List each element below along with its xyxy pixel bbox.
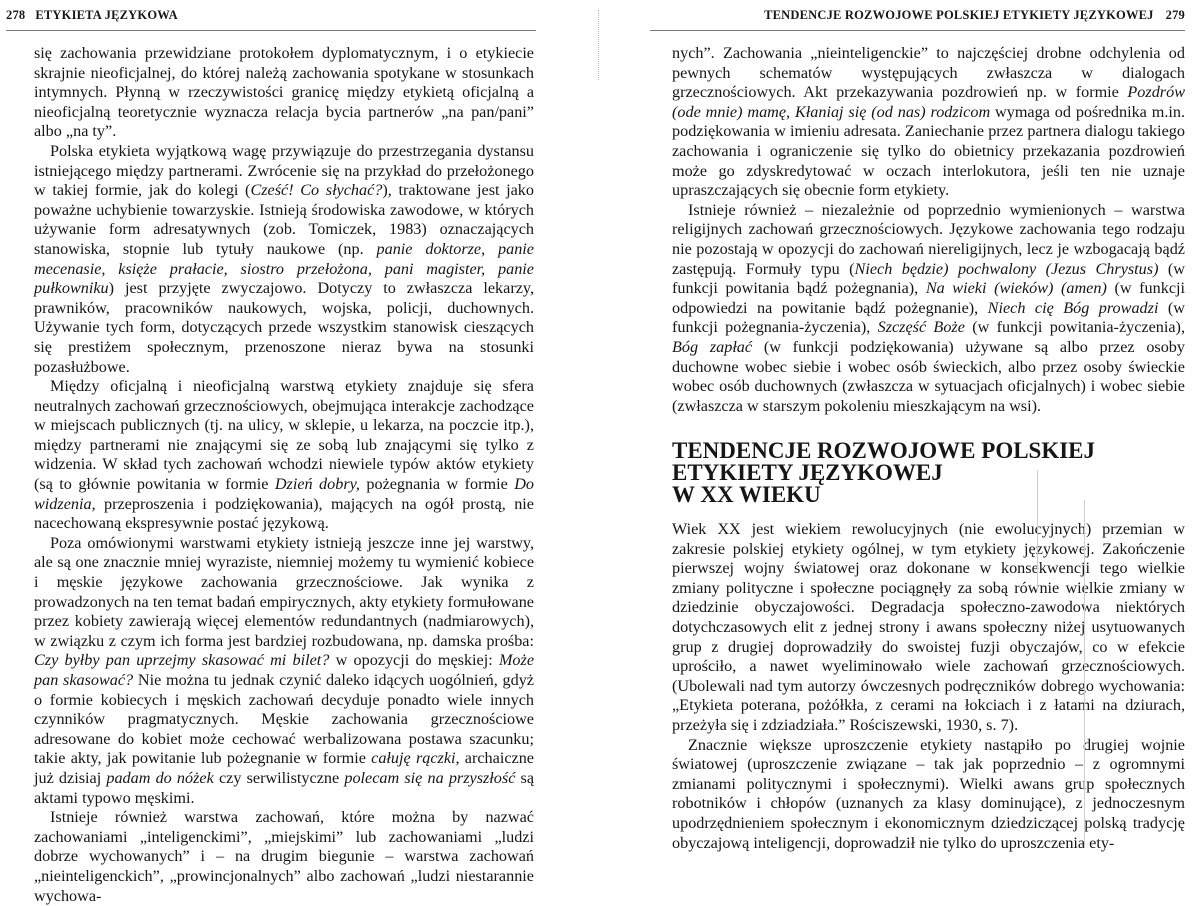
paragraph (34, 142, 534, 377)
text-run: są aktami typowo męskimi. (34, 768, 535, 807)
header-rule (650, 30, 1185, 31)
text-run: Istnieje również warstwa zachowań, które można by nazwać zachowaniami „inteligenckimi”, „miejskimi” lub zachowaniami „ludzi dobrze wychowanych” i – na drugim biegunie – warstwa zachowań „nieinteligenckich”, „prowincjonalnych” albo zachowań „ludzi niestarannie wychowa- (34, 808, 534, 905)
italic-phrase: całuję rączki (371, 749, 456, 768)
paragraph (672, 44, 1185, 201)
paragraph (34, 377, 534, 534)
page-gutter (598, 10, 599, 80)
text-run: Między oficjalną i nieoficjalną warstwą etykiety znajduje się sfera neutralnych zachowań grzecznościowych, obejmująca interakcje zachodzące w miejscach publicznych (tj. na ulicy, w sklepie, u lekarza, na poczcie itp.), między partnerami nie znającymi się ze sobą lub znającymi się tylko z widzenia. W skład tych zachowań wchodzi niewiele typów aktów etykiety (są to głównie powitania w formie (34, 377, 534, 494)
section-heading-line: W XX WIEKU (672, 482, 821, 507)
text-run: wymaga od pośrednika m.in. podziękowania w imieniu adresata. Zaniechanie przez partnera dialogu takiego zachowania i ograniczenie się tylko do obietnicy przekazania pozdrowień może go zdyskredytować w oczach interlokutora, jeśli ten nie uznaje upraszczających się obecnie form etykiety. (672, 102, 1186, 200)
text-run: Istnieje również – niezależnie od poprzednio wymienionych – warstwa religijnych zachowań grzecznościowych. Językowe zachowania tego rodzaju nie pozostają w opozycji do zachowań niereligijnych, lecz je wzbogacają bądź zastępują. Formuły typu ( (672, 200, 1185, 278)
text-run: ), traktowane jest jako poważne uchybienie towarzyskie. Istnieją środowiska zawodowe, w których używanie form adresatywnych (zob. Tomiczek, 1983) oznaczających stanowiska, stopnie lub tytuły naukowe (np. (34, 181, 534, 258)
italic-phrase: Pozdrów (ode mnie) mamę, Kłaniaj się (od nas) rodzicom (672, 83, 1185, 121)
text-run: nych”. Zachowania „nieinteligenckie” to najczęściej drobne odchylenia od pewnych schematów występujących zwłaszcza w dialogach grzecznościowych. Akt przekazywania pozdrowień np. w formie (672, 44, 1185, 102)
paragraph (34, 44, 534, 142)
header-rule (6, 30, 536, 31)
italic-phrase: Niech będzie) pochwalony (Jezus Chrystus) (854, 259, 1159, 278)
text-run: , przeproszenia i podziękowania), mających na ogół prostą, nie nacechowaną ekspresywnie postać językową. (34, 494, 534, 533)
text-run: (w funkcji podziękowania) używane są albo przez osoby duchowne wobec siebie i wobec osób świeckich, albo przez osoby świeckie wobec osób duchownych (zwłaszcza w sytuacjach oficjalnych) i wobec siebie (zwłaszcza w starszym pokoleniu mieszkającym na wsi). (672, 337, 1185, 415)
scan-artifact-line (1084, 500, 1085, 848)
left-page (0, 0, 560, 905)
italic-phrase: Szczęść Boże (877, 318, 965, 337)
paragraph (34, 534, 534, 808)
running-head-right (764, 8, 1185, 23)
paragraph (672, 520, 1185, 736)
text-run: czy serwilistyczne (213, 768, 345, 787)
italic-phrase: Cześć! Co słychać? (250, 181, 383, 200)
italic-phrase: Bóg zapłać (672, 337, 753, 356)
text-run: (w funkcji odpowiedzi na powitanie bądź pożegnanie), (672, 279, 1185, 317)
paragraph (34, 808, 534, 906)
paragraph (672, 736, 1185, 854)
paragraph (672, 201, 1185, 417)
text-run: Polska etykieta wyjątkową wagę przywiązuje do przestrzegania dystansu istniejącego między partnerami. Zwrócenie się na przykład do przełożonego w takiej formie, jak do kolegi ( (34, 141, 534, 200)
text-run: Wiek XX jest wiekiem rewolucyjnych (nie ewolucyjnych) przemian w zakresie polskiej etykiety ogólnej, w tym etykiety językowej. Zakończenie pierwszej wojny światowej oraz dokonane w konsekwencji tego wielkie zmiany polityczne i społeczne pociągnęły za sobą równie wielkie zmiany w dziedzinie obyczajowości. Degradacja społeczno-zawodowa niektórych dotychczasowych elit z jednej strony i awans społeczny niżej usytuowanych grup z drugiej doprowadziły do swoistej fuzji obyczajów, co w efekcie uprościło, a nawet wyeliminowało wiele zachowań grzecznościowych. (Ubolewali nad tym autorzy ówczesnych podręczników dobrego wychowania: „Etykieta poterana, pożółkła, z cerami na łokciach i z łatami na dziurach, przeżyła się i zdziadziała.” Rościszewski, 1930, s. 7). (672, 520, 1185, 734)
body-text-bottom (672, 520, 1185, 853)
italic-phrase: panie doktorze, panie mecenasie, księże prałacie, siostro przełożona, pani magister, panie pułkowniku (34, 239, 534, 298)
italic-phrase: Może pan skasować? (34, 651, 534, 689)
text-run: Nie można tu jednak czynić daleko idących uogólnień, gdyż o formie kobiecych i męskich zachowań decyduje ponadto wiele innych czynników pragmatycznych. Męskie zachowania grzecznościowe adresowane do kobiet może cechować werbalizowana postawa szacunku; takie akty, jak powitanie lub pożegnanie w formie (34, 671, 534, 768)
page-number: 278 (6, 8, 26, 22)
right-page (620, 0, 1193, 852)
text-run: (w funkcji powitania-życzenia), (964, 318, 1185, 337)
running-head-title: TENDENCJE ROZWOJOWE POLSKIEJ ETYKIETY JĘZYKOWEJ (764, 8, 1154, 22)
body-text-top (672, 44, 1185, 416)
running-head-left (6, 8, 178, 23)
text-run: pożegnania w formie (359, 475, 515, 494)
italic-phrase: polecam się na przyszłość (344, 768, 516, 787)
body-text (34, 44, 534, 906)
italic-phrase: Niech cię Bóg prowadzi (987, 298, 1159, 317)
text-run: (w funkcji powitania bądź pożegnania), (672, 259, 1185, 298)
section-heading-line: TENDENCJE ROZWOJOWE POLSKIEJ (672, 438, 1096, 463)
italic-phrase: Na wieki (wieków) (amen) (925, 279, 1107, 298)
italic-phrase: Dzień dobry, (274, 475, 360, 494)
section-heading-line: ETYKIETY JĘZYKOWEJ (672, 460, 943, 485)
italic-phrase: padam do nóżek (106, 768, 214, 787)
text-run: ) jest przyjęte zwyczajowo. Dotyczy to zwłaszcza lekarzy, prawników, pracowników naukowych, wojska, policji, duchownych. Używanie tych form, dotyczących przede wszystkim stanowisk cieszących się prestiżem społecznym, przenoszone nieraz bywa na stosunki pozasłużbowe. (34, 279, 534, 376)
running-head-title: ETYKIETA JĘZYKOWA (35, 8, 178, 22)
italic-phrase: Do widzenia (34, 475, 534, 513)
page-number: 279 (1165, 8, 1185, 22)
text-run: Poza omówionymi warstwami etykiety istnieją jeszcze inne jej warstwy, ale są one znacznie mniej wyraziste, niemniej możemy tu wymienić kobiece i męskie językowe zachowania grzecznościowe. Jak wynika z prowadzonych na ten temat badań empirycznych, akty etykiety formułowane przez kobiety zawierają więcej elementów redundantnych (nadmiarowych), w związku z czym ich forma jest bardziej rozbudowana, np. damska prośba: (34, 533, 534, 650)
text-run: w opozycji do męskiej: (329, 651, 499, 670)
text-run: się zachowania przewidziane protokołem dyplomatycznym, i o etykiecie skrajnie nieoficjalnej, do której należą zachowania spotykane w stosunkach intymnych. Płynną w rzeczywistości granicę między etykietą oficjalną a nieoficjalną teoretycznie wyznacza relacja bycia partnerów „na pan/pani” albo „na ty”. (34, 44, 534, 141)
scan-artifact-line (1037, 470, 1038, 590)
italic-phrase: Czy byłby pan uprzejmy skasować mi bilet? (34, 651, 330, 670)
section-heading (672, 440, 1132, 506)
text-run: Znacznie większe uproszczenie etykiety nastąpiło po drugiej wojnie światowej (uproszczenie związane – tak jak poprzednio – z ogromnymi zmianami politycznymi i społecznymi). Wielki awans grup społecznych robotników i chłopów (uznanych za klasy dominujące), z jednoczesnym upodrzędnieniem społecznym i ekonomicznym dziedziczącej polską tradycję obyczajową inteligencji, doprowadził nie tylko do uproszczenia ety- (672, 735, 1185, 852)
text-run: (w funkcji pożegnania-życzenia), (672, 298, 1185, 337)
text-run: , archaiczne już dzisiaj (34, 749, 534, 787)
